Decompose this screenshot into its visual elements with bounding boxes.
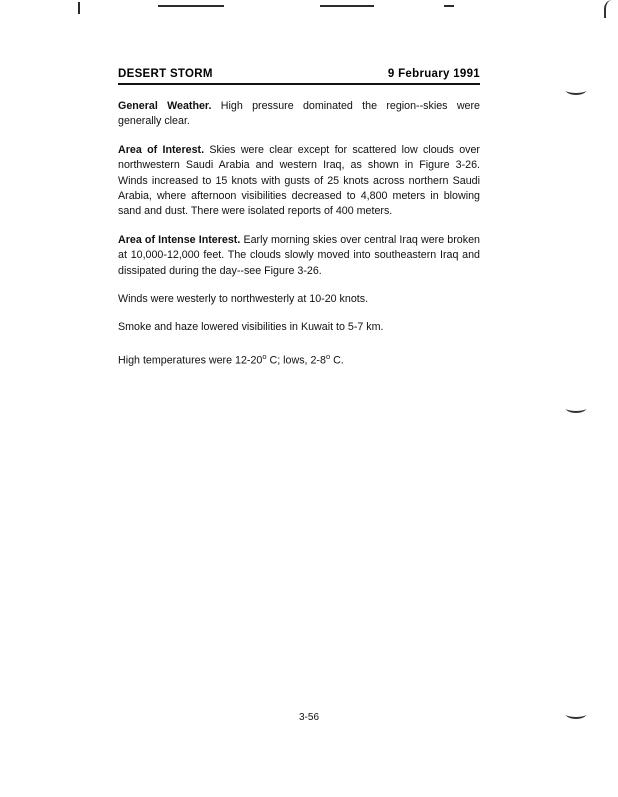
- degree-superscript: o: [325, 351, 331, 361]
- paragraph-winds: [118, 292, 480, 307]
- page-header: [118, 68, 480, 85]
- paragraph-lead-in: General Weather.: [118, 100, 212, 112]
- page-edge-curl: [566, 86, 586, 95]
- paragraph-text-part-3: C.: [330, 354, 344, 367]
- header-date: 9 February 1991: [387, 68, 480, 80]
- scan-artifact-mark: [78, 2, 80, 14]
- degree-superscript: o: [262, 351, 267, 361]
- paragraph-lead-in: Area of Intense Interest.: [118, 233, 241, 246]
- page-number: 3-56: [298, 712, 319, 723]
- scan-artifact-mark: [158, 5, 224, 7]
- paragraph-text: High pressure dominated the region--skies were generally clear.: [118, 100, 480, 128]
- paragraph-text-part-2: C; lows, 2-8: [266, 354, 326, 367]
- paragraph-text: Early morning skies over central Iraq were broken at 10,000-12,000 feet. The clouds slowly moved into southeastern Iraq and dissipated during the day--see Figure 3-26.: [118, 233, 480, 277]
- paragraph-area-of-interest: [118, 143, 480, 220]
- page-corner-curl: [604, 0, 618, 18]
- page-edge-curl: [566, 404, 586, 413]
- document-body: [118, 68, 480, 382]
- header-title: DESERT STORM: [118, 68, 213, 80]
- paragraph-text: Winds were westerly to northwesterly at 10-20 knots.: [118, 293, 369, 306]
- paragraph-smoke-haze: [118, 320, 480, 335]
- paragraph-text: High temperatures were 12-20: [118, 354, 263, 367]
- paragraph-text: Smoke and haze lowered visibilities in Kuwait to 5-7 km.: [118, 321, 384, 334]
- paragraph-general-weather: [118, 99, 480, 130]
- scan-artifact-mark: [320, 5, 374, 7]
- paragraph-temperatures: [118, 349, 480, 369]
- paragraph-text: Skies were clear except for scattered low clouds over northwestern Saudi Arabia and western Iraq, as shown in Figure 3-26. Winds increased to 15 knots with gusts of 25 knots across northern Saudi Arabia, where afternoon visibilities decreased to 4,800 meters in blowing sand and dust. There were isolated reports of 400 meters.: [118, 143, 480, 218]
- paragraph-area-of-intense-interest: [118, 233, 480, 279]
- paragraph-lead-in: Area of Interest.: [118, 143, 205, 156]
- scan-artifact-mark: [444, 5, 454, 7]
